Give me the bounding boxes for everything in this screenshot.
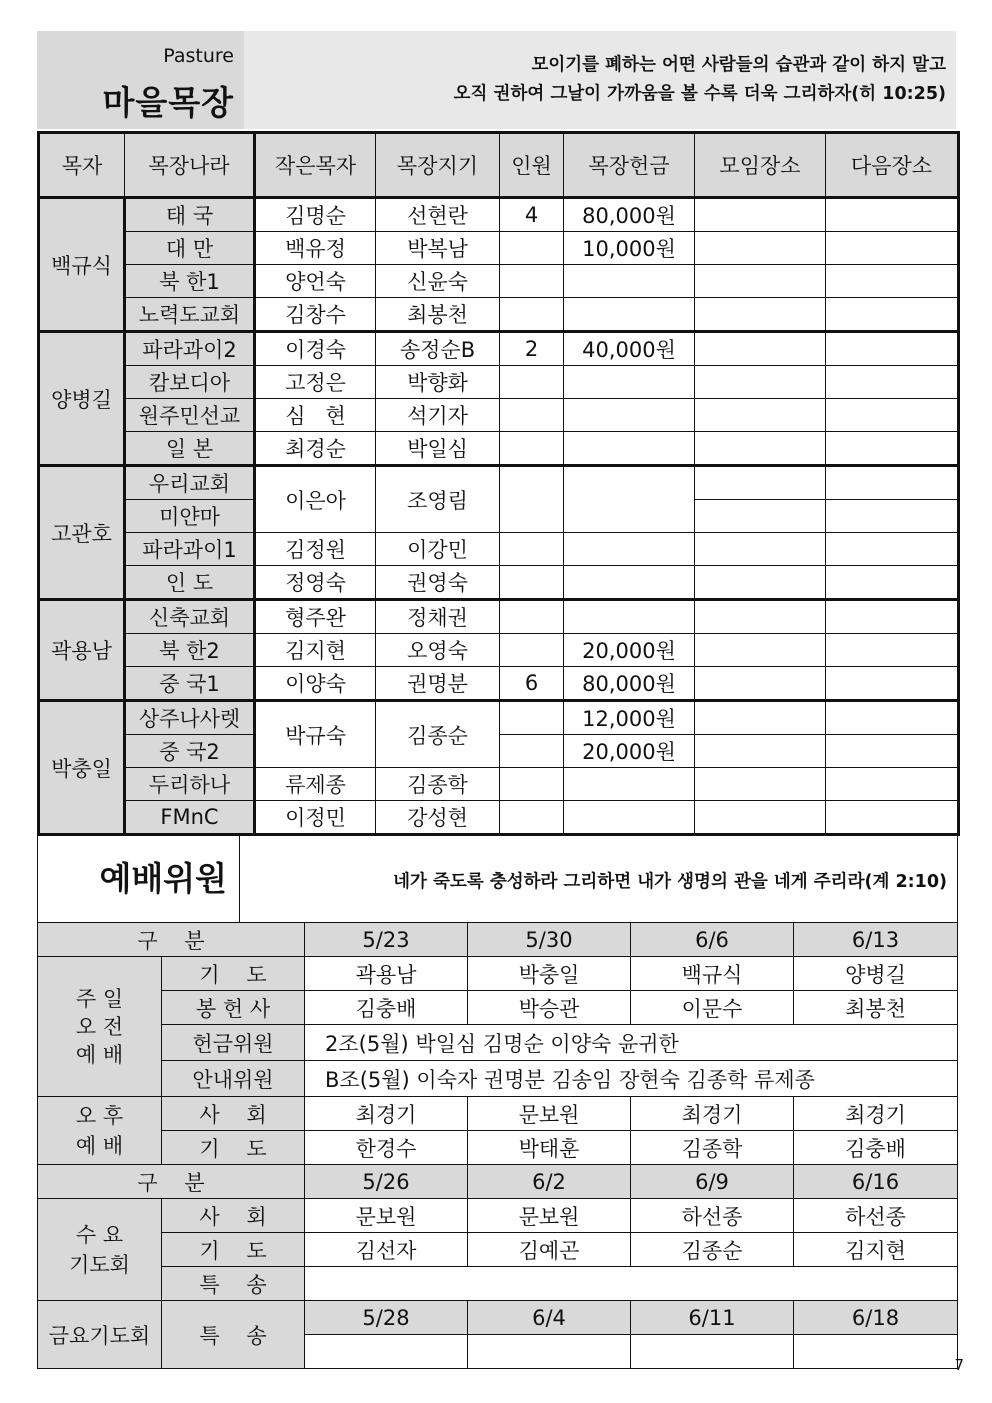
count-cell <box>500 399 564 432</box>
place-cell <box>695 332 826 366</box>
country-cell: 파라과이1 <box>125 533 255 566</box>
keeper-cell: 박일심 <box>376 432 500 466</box>
table-row <box>39 298 959 332</box>
next-place-cell <box>826 600 959 634</box>
name-cell: 하선종 <box>794 1199 958 1233</box>
special-song-label: 특 송 <box>162 1267 305 1301</box>
place-cell <box>695 232 826 265</box>
table-row <box>39 232 959 265</box>
keeper-cell: 신윤숙 <box>376 265 500 298</box>
count-cell: 4 <box>500 198 564 232</box>
name-cell: 백규식 <box>631 957 794 991</box>
table-row <box>38 991 958 1025</box>
name-cell: 박태훈 <box>468 1131 631 1165</box>
keeper-cell: 오영숙 <box>376 634 500 667</box>
offering-cell <box>564 566 695 600</box>
offering-cell <box>564 399 695 432</box>
table-row <box>39 533 959 566</box>
next-place-cell <box>826 332 959 366</box>
name-cell: 양병길 <box>794 957 958 991</box>
gubun-label: 구 분 <box>38 923 305 957</box>
pastor-cell: 양병길 <box>39 332 125 466</box>
place-cell <box>695 432 826 466</box>
bongheon-label: 봉 헌 사 <box>162 991 305 1025</box>
name-cell <box>794 1335 958 1369</box>
count-cell <box>500 600 564 634</box>
pasture-label-en: Pasture <box>163 45 234 67</box>
name-cell <box>631 1335 794 1369</box>
prayer-label: 기 도 <box>162 1233 305 1267</box>
table-row <box>39 801 959 835</box>
place-cell <box>695 298 826 332</box>
offering-cell: 80,000원 <box>564 198 695 232</box>
pasture-title: 마을목장 <box>102 83 234 122</box>
offering-cell: 20,000원 <box>564 735 695 768</box>
keeper-cell: 정채권 <box>376 600 500 634</box>
country-cell: 원주민선교 <box>125 399 255 432</box>
keeper-cell: 박향화 <box>376 366 500 399</box>
next-place-cell <box>826 466 959 500</box>
date-cell: 5/23 <box>305 923 468 957</box>
verse-line-1: 모이기를 폐하는 어떤 사람들의 습관과 같이 하지 말고 <box>531 55 946 75</box>
next-place-cell <box>826 701 959 735</box>
name-cell: 이문수 <box>631 991 794 1025</box>
table-row <box>38 1267 958 1301</box>
count-cell <box>500 735 564 768</box>
place-cell <box>695 735 826 768</box>
small-leader-cell: 최경순 <box>255 432 376 466</box>
country-cell: 인 도 <box>125 566 255 600</box>
small-leader-cell: 박규숙 <box>255 701 376 768</box>
date-cell: 6/11 <box>631 1301 794 1335</box>
date-cell: 6/6 <box>631 923 794 957</box>
offering-cell <box>564 265 695 298</box>
table-header-row <box>39 133 959 198</box>
small-leader-cell: 이은아 <box>255 466 376 533</box>
keeper-cell: 권영숙 <box>376 566 500 600</box>
name-cell: 문보원 <box>305 1199 468 1233</box>
small-leader-cell: 고정은 <box>255 366 376 399</box>
country-cell: 파라과이2 <box>125 332 255 366</box>
place-cell <box>695 265 826 298</box>
pastor-cell: 고관호 <box>39 466 125 600</box>
place-cell <box>695 634 826 667</box>
usher-label: 안내위원 <box>162 1061 305 1097</box>
next-place-cell <box>826 801 959 835</box>
pasture-header <box>37 31 956 129</box>
date-cell: 6/16 <box>794 1165 958 1199</box>
place-cell <box>695 801 826 835</box>
table-row <box>39 399 959 432</box>
page-number: 7 <box>954 1356 964 1374</box>
keeper-cell: 조영림 <box>376 466 500 533</box>
country-cell: 일 본 <box>125 432 255 466</box>
date-cell: 5/28 <box>305 1301 468 1335</box>
country-cell: 미얀마 <box>125 500 255 533</box>
small-leader-cell: 김창수 <box>255 298 376 332</box>
name-cell: 박충일 <box>468 957 631 991</box>
country-cell: 신축교회 <box>125 600 255 634</box>
place-cell <box>695 600 826 634</box>
country-cell: 상주나사렛 <box>125 701 255 735</box>
place-cell <box>695 399 826 432</box>
small-leader-cell: 백유정 <box>255 232 376 265</box>
keeper-cell: 박복남 <box>376 232 500 265</box>
date-cell: 5/26 <box>305 1165 468 1199</box>
count-cell <box>500 232 564 265</box>
host-label: 사 회 <box>162 1097 305 1131</box>
country-cell: 대 만 <box>125 232 255 265</box>
count-cell: 2 <box>500 332 564 366</box>
table-row <box>39 768 959 801</box>
keeper-cell: 강성현 <box>376 801 500 835</box>
table-row <box>38 1097 958 1131</box>
small-leader-cell: 정영숙 <box>255 566 376 600</box>
name-cell: 김충배 <box>794 1131 958 1165</box>
table-row <box>39 265 959 298</box>
count-cell <box>500 466 564 533</box>
keeper-cell: 이강민 <box>376 533 500 566</box>
place-cell <box>695 667 826 701</box>
col-header: 작은목자 <box>255 133 376 198</box>
small-leader-cell: 형주완 <box>255 600 376 634</box>
keeper-cell: 권명분 <box>376 667 500 701</box>
count-cell <box>500 701 564 735</box>
table-row <box>38 1165 958 1199</box>
col-header: 목장나라 <box>125 133 255 198</box>
small-leader-cell: 김명순 <box>255 198 376 232</box>
name-cell: 박승관 <box>468 991 631 1025</box>
country-cell: 북 한2 <box>125 634 255 667</box>
table-row <box>39 566 959 600</box>
special-song-label: 특 송 <box>162 1301 305 1369</box>
wednesday-service-label: 수 요 기도회 <box>38 1199 162 1301</box>
col-header: 모임장소 <box>695 133 826 198</box>
country-cell: FMnC <box>125 801 255 835</box>
name-cell: 문보원 <box>468 1199 631 1233</box>
country-cell: 중 국1 <box>125 667 255 701</box>
col-header: 목자 <box>39 133 125 198</box>
country-cell: 노력도교회 <box>125 298 255 332</box>
date-cell: 6/18 <box>794 1301 958 1335</box>
offering-cell <box>564 466 695 533</box>
next-place-cell <box>826 265 959 298</box>
table-row <box>39 701 959 735</box>
small-leader-cell: 김지현 <box>255 634 376 667</box>
name-cell: 최경기 <box>794 1097 958 1131</box>
table-row <box>39 600 959 634</box>
offering-cell <box>564 432 695 466</box>
table-row <box>39 332 959 366</box>
table-row <box>38 1199 958 1233</box>
worship-table <box>37 922 958 1369</box>
place-cell <box>695 566 826 600</box>
next-place-cell <box>826 667 959 701</box>
offering-cell <box>564 801 695 835</box>
name-cell: 최경기 <box>631 1097 794 1131</box>
count-cell <box>500 768 564 801</box>
count-cell <box>500 432 564 466</box>
name-cell: 최봉천 <box>794 991 958 1025</box>
offering-cell <box>564 600 695 634</box>
count-cell <box>500 366 564 399</box>
count-cell <box>500 265 564 298</box>
next-place-cell <box>826 198 959 232</box>
col-header: 목장지기 <box>376 133 500 198</box>
name-cell: 곽용남 <box>305 957 468 991</box>
keeper-cell: 김종순 <box>376 701 500 768</box>
count-cell <box>500 801 564 835</box>
place-cell <box>695 198 826 232</box>
next-place-cell <box>826 735 959 768</box>
afternoon-service-label: 오 후 예 배 <box>38 1097 162 1165</box>
table-row <box>39 634 959 667</box>
next-place-cell <box>826 366 959 399</box>
next-place-cell <box>826 768 959 801</box>
offering-cell: 12,000원 <box>564 701 695 735</box>
verse-line-2: 오직 권하여 그날이 가까움을 볼 수록 더욱 그리하자(히 10:25) <box>453 84 946 104</box>
next-place-cell <box>826 432 959 466</box>
count-cell <box>500 566 564 600</box>
keeper-cell: 김종학 <box>376 768 500 801</box>
country-cell: 북 한1 <box>125 265 255 298</box>
name-cell <box>468 1335 631 1369</box>
prayer-label: 기 도 <box>162 957 305 991</box>
table-row <box>39 667 959 701</box>
usher-text: B조(5월) 이숙자 권명분 김송임 장현숙 김종학 류제종 <box>305 1061 958 1097</box>
small-leader-cell: 이정민 <box>255 801 376 835</box>
offering-cell <box>564 366 695 399</box>
place-cell <box>695 366 826 399</box>
worship-title: 예배위원 <box>38 834 240 923</box>
special-song-cell <box>305 1267 958 1301</box>
name-cell: 김예곤 <box>468 1233 631 1267</box>
country-cell: 우리교회 <box>125 466 255 500</box>
count-cell <box>500 533 564 566</box>
keeper-cell: 석기자 <box>376 399 500 432</box>
offering-cell: 10,000원 <box>564 232 695 265</box>
offering-cell <box>564 768 695 801</box>
table-row <box>38 1301 958 1335</box>
name-cell: 김충배 <box>305 991 468 1025</box>
table-row <box>38 923 958 957</box>
table-row <box>38 1061 958 1097</box>
offering-committee-text: 2조(5월) 박일심 김명순 이양숙 윤귀한 <box>305 1025 958 1061</box>
country-cell: 중 국2 <box>125 735 255 768</box>
count-cell <box>500 634 564 667</box>
small-leader-cell: 양언숙 <box>255 265 376 298</box>
offering-cell <box>564 533 695 566</box>
offering-committee-label: 헌금위원 <box>162 1025 305 1061</box>
name-cell: 하선종 <box>631 1199 794 1233</box>
table-row <box>38 1233 958 1267</box>
date-cell: 6/9 <box>631 1165 794 1199</box>
country-cell: 태 국 <box>125 198 255 232</box>
prayer-label: 기 도 <box>162 1131 305 1165</box>
name-cell: 최경기 <box>305 1097 468 1131</box>
sunday-service-label: 주 일 오 전 예 배 <box>38 957 162 1097</box>
place-cell <box>695 701 826 735</box>
pastor-cell: 곽용남 <box>39 600 125 701</box>
col-header: 인원 <box>500 133 564 198</box>
pasture-table <box>37 131 960 836</box>
date-cell: 6/13 <box>794 923 958 957</box>
pastor-cell: 백규식 <box>39 198 125 332</box>
name-cell: 김선자 <box>305 1233 468 1267</box>
keeper-cell: 송정순B <box>376 332 500 366</box>
next-place-cell <box>826 634 959 667</box>
friday-prayer-label: 금요기도회 <box>38 1301 162 1369</box>
date-cell: 6/2 <box>468 1165 631 1199</box>
name-cell: 김지현 <box>794 1233 958 1267</box>
table-row <box>39 198 959 232</box>
date-cell: 5/30 <box>468 923 631 957</box>
country-cell: 두리하나 <box>125 768 255 801</box>
offering-cell: 40,000원 <box>564 332 695 366</box>
place-cell <box>695 500 826 533</box>
next-place-cell <box>826 566 959 600</box>
table-row <box>38 957 958 991</box>
place-cell <box>695 533 826 566</box>
next-place-cell <box>826 500 959 533</box>
small-leader-cell: 류제종 <box>255 768 376 801</box>
table-row <box>38 1131 958 1165</box>
next-place-cell <box>826 399 959 432</box>
worship-header <box>37 833 958 923</box>
offering-cell <box>564 298 695 332</box>
date-cell: 6/4 <box>468 1301 631 1335</box>
next-place-cell <box>826 298 959 332</box>
keeper-cell: 선현란 <box>376 198 500 232</box>
place-cell <box>695 768 826 801</box>
host-label: 사 회 <box>162 1199 305 1233</box>
next-place-cell <box>826 533 959 566</box>
offering-cell: 80,000원 <box>564 667 695 701</box>
count-cell: 6 <box>500 667 564 701</box>
small-leader-cell: 심 현 <box>255 399 376 432</box>
name-cell: 김종학 <box>631 1131 794 1165</box>
place-cell <box>695 466 826 500</box>
worship-verse: 네가 죽도록 충성하라 그리하면 내가 생명의 관을 네게 주리라(계 2:10) <box>393 872 947 892</box>
table-row <box>39 432 959 466</box>
keeper-cell: 최봉천 <box>376 298 500 332</box>
col-header: 다음장소 <box>826 133 959 198</box>
pastor-cell: 박충일 <box>39 701 125 835</box>
name-cell: 김종순 <box>631 1233 794 1267</box>
col-header: 목장헌금 <box>564 133 695 198</box>
table-row <box>38 1025 958 1061</box>
name-cell <box>305 1335 468 1369</box>
small-leader-cell: 김정원 <box>255 533 376 566</box>
offering-cell: 20,000원 <box>564 634 695 667</box>
gubun-label: 구 분 <box>38 1165 305 1199</box>
country-cell: 캄보디아 <box>125 366 255 399</box>
pasture-title-block <box>37 31 244 129</box>
count-cell <box>500 298 564 332</box>
small-leader-cell: 이경숙 <box>255 332 376 366</box>
name-cell: 한경수 <box>305 1131 468 1165</box>
small-leader-cell: 이양숙 <box>255 667 376 701</box>
name-cell: 문보원 <box>468 1097 631 1131</box>
pasture-verse <box>454 51 946 109</box>
table-row <box>39 466 959 500</box>
table-row <box>39 366 959 399</box>
next-place-cell <box>826 232 959 265</box>
